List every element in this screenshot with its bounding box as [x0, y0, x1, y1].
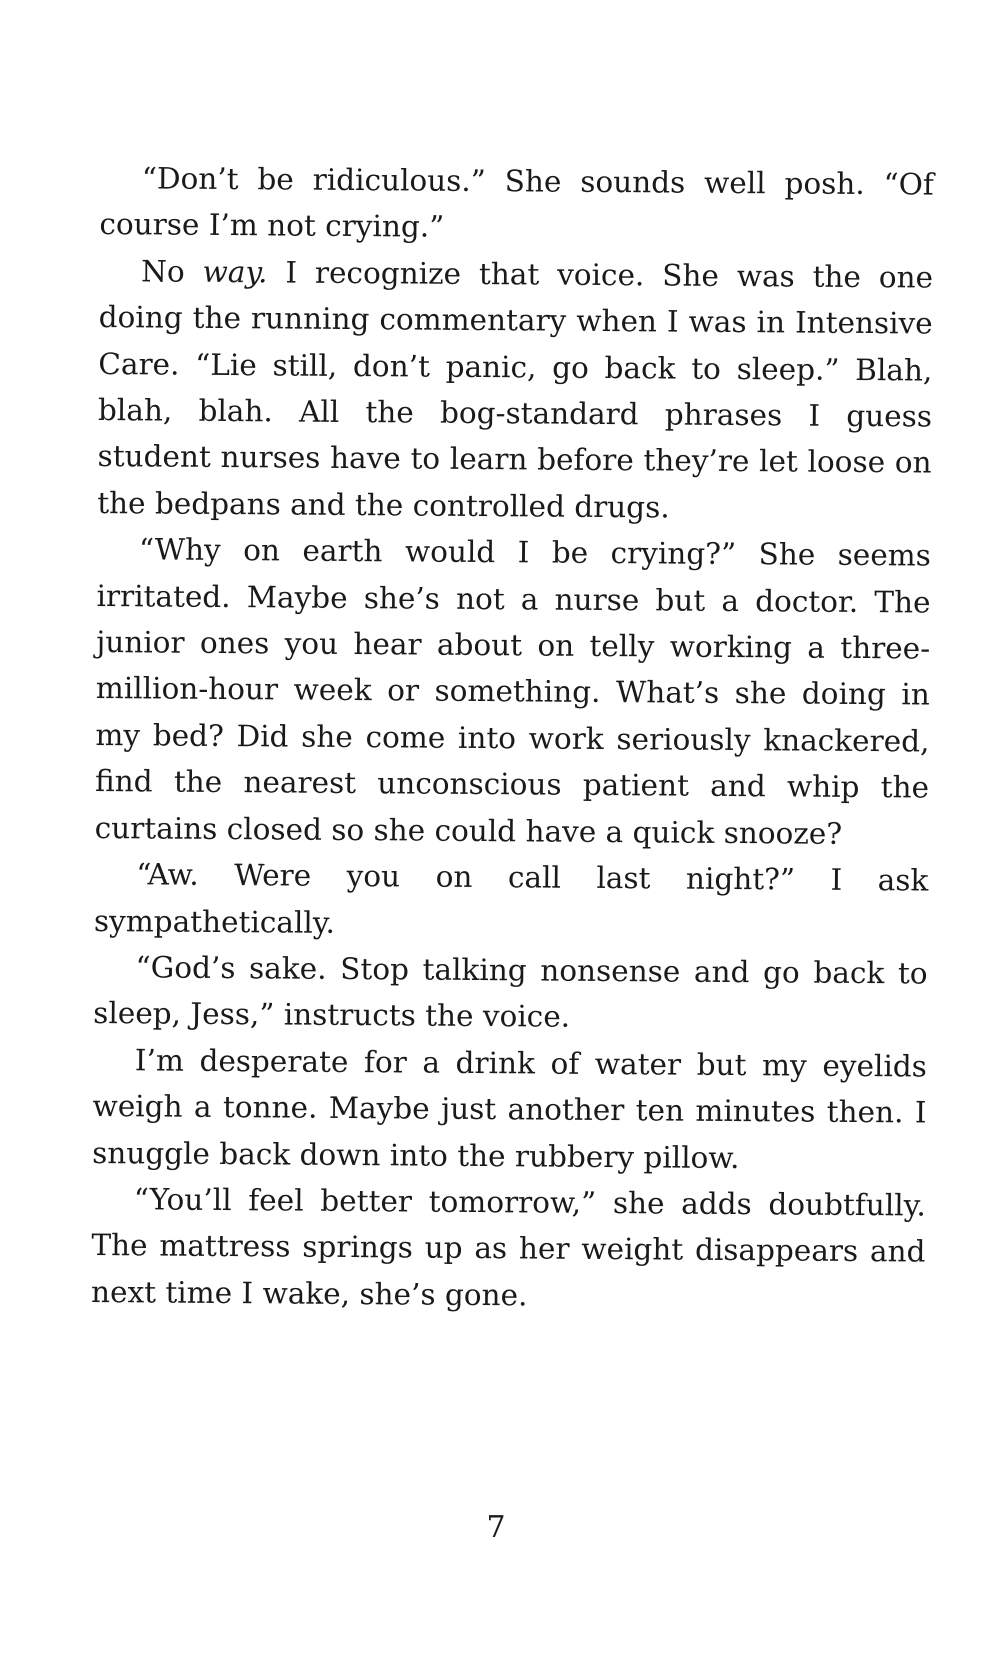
body-text [91, 155, 934, 1322]
paragraph [93, 944, 928, 1043]
paragraph-text: I’m desperate for a drink of water but my eyelids weigh a tonne. Maybe just another ten minutes then. I snuggle back down into the rubbery pillow. [92, 1043, 928, 1175]
paragraph-text: “God’s sake. Stop talking nonsense and go back to sleep, Jess,” instructs the voice. [93, 950, 928, 1035]
paragraph [99, 155, 934, 254]
paragraph [92, 1037, 927, 1183]
paragraph-text: “Don’t be ridiculous.” She sounds well posh. “Of course I’m not crying.” [99, 161, 934, 245]
paragraph-text: No [140, 254, 203, 289]
page-number: 7 [486, 1510, 506, 1545]
paragraph-text: “You’ll feel better tomorrow,” she adds doubtfully. The mattress springs up as her weight disappears and next time I wake, she’s gone. [90, 1182, 926, 1313]
paragraph [91, 1176, 926, 1322]
emphasis-text: way. [202, 254, 268, 290]
paragraph-text: I recognize that voice. She was the one doing the running commentary when I was in Intensive Care. “Lie still, don’t panic, go back to sleep.” Blah, blah, blah. All the bog-standard phrases I guess student nurses have to learn before they’re let loose on the bedpans and the controlled drugs. [97, 255, 934, 525]
paragraph [95, 526, 932, 857]
paragraph-text: “Why on earth would I be crying?” She seems irritated. Maybe she’s not a nurse but a doctor. The junior ones you hear about on telly working a three-million-hour week or something. What’s she doing in my bed? Did she come into work seriously knackered, find the nearest unconscious patient and whip the curtains closed so she could have a quick snooze? [94, 532, 932, 851]
paragraph-text: “Aw. Were you on call last night?” I ask sympathetically. [93, 857, 929, 940]
paragraph [97, 248, 933, 533]
paragraph [94, 851, 929, 950]
